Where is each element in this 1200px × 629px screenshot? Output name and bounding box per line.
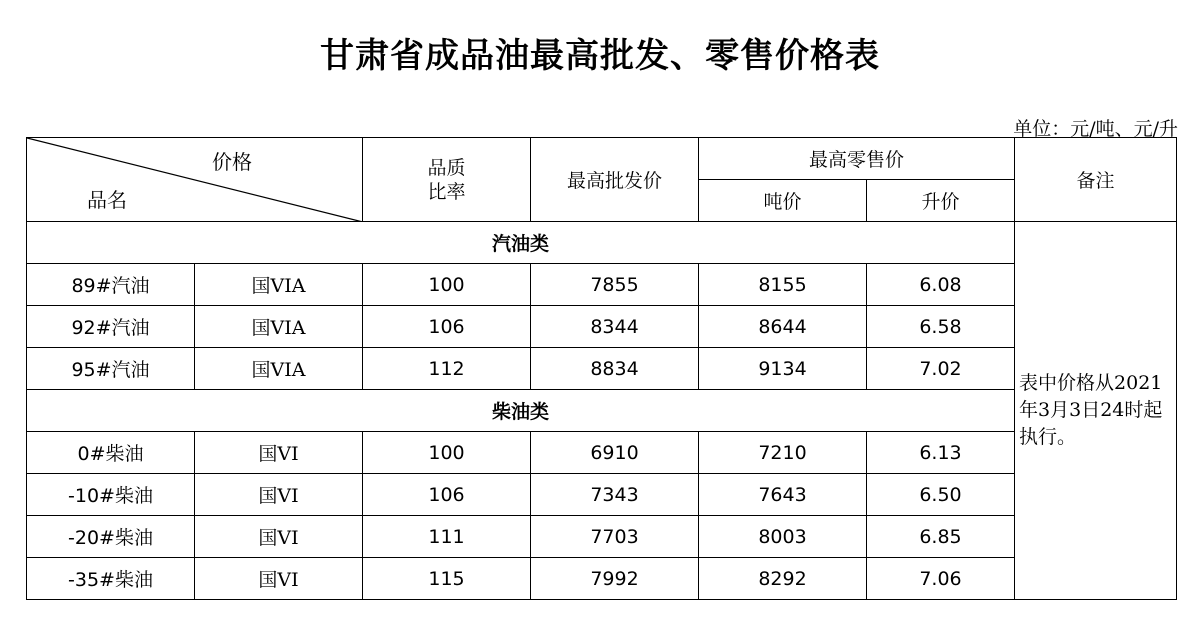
- wholesale-price: 6910: [531, 432, 699, 474]
- standard-grade: 国VI: [195, 558, 363, 600]
- unit-label: 单位：元/吨、元/升: [1013, 118, 1178, 140]
- header-remarks: 备注: [1015, 138, 1177, 222]
- header-price: 价格: [212, 150, 252, 174]
- quality-ratio: 100: [363, 432, 531, 474]
- table-row: [27, 474, 1177, 516]
- retail-ton-price: 7643: [699, 474, 867, 516]
- retail-liter-price: 7.02: [867, 348, 1015, 390]
- header-retail: 最高零售价: [699, 138, 1015, 180]
- diagonal-line: [27, 138, 363, 222]
- table-row: [27, 516, 1177, 558]
- standard-grade: 国VIA: [195, 264, 363, 306]
- product-name: -20#柴油: [27, 516, 195, 558]
- retail-liter-price: 6.13: [867, 432, 1015, 474]
- product-name: 89#汽油: [27, 264, 195, 306]
- standard-grade: 国VI: [195, 474, 363, 516]
- standard-grade: 国VI: [195, 432, 363, 474]
- product-name: 95#汽油: [27, 348, 195, 390]
- standard-grade: 国VIA: [195, 348, 363, 390]
- quality-ratio: 111: [363, 516, 531, 558]
- header-quality-ratio: 品质 比率: [363, 138, 531, 222]
- retail-liter-price: 6.58: [867, 306, 1015, 348]
- wholesale-price: 8834: [531, 348, 699, 390]
- table-row: [27, 558, 1177, 600]
- quality-ratio: 112: [363, 348, 531, 390]
- page-title: 甘肃省成品油最高批发、零售价格表: [320, 36, 880, 76]
- header-per-ton: 吨价: [699, 180, 867, 222]
- retail-ton-price: 7210: [699, 432, 867, 474]
- category-gasoline: 汽油类: [27, 222, 1015, 264]
- retail-liter-price: 7.06: [867, 558, 1015, 600]
- retail-liter-price: 6.50: [867, 474, 1015, 516]
- remarks-note: 表中价格从2021年3月3日24时起执行。: [1015, 222, 1177, 600]
- header-name: 品名: [87, 188, 127, 212]
- retail-liter-price: 6.85: [867, 516, 1015, 558]
- category-diesel: 柴油类: [27, 390, 1015, 432]
- retail-ton-price: 8644: [699, 306, 867, 348]
- wholesale-price: 8344: [531, 306, 699, 348]
- product-name: -35#柴油: [27, 558, 195, 600]
- wholesale-price: 7855: [531, 264, 699, 306]
- quality-ratio: 115: [363, 558, 531, 600]
- quality-ratio: 106: [363, 474, 531, 516]
- retail-ton-price: 8292: [699, 558, 867, 600]
- header-per-liter: 升价: [867, 180, 1015, 222]
- standard-grade: 国VIA: [195, 306, 363, 348]
- table-row: [27, 306, 1177, 348]
- table-row: [27, 264, 1177, 306]
- wholesale-price: 7992: [531, 558, 699, 600]
- product-name: 92#汽油: [27, 306, 195, 348]
- header-diagonal-cell: [27, 138, 363, 222]
- header-wholesale: 最高批发价: [531, 138, 699, 222]
- wholesale-price: 7703: [531, 516, 699, 558]
- product-name: 0#柴油: [27, 432, 195, 474]
- wholesale-price: 7343: [531, 474, 699, 516]
- product-name: -10#柴油: [27, 474, 195, 516]
- standard-grade: 国VI: [195, 516, 363, 558]
- quality-ratio: 100: [363, 264, 531, 306]
- table-row: [27, 348, 1177, 390]
- table-row: [27, 432, 1177, 474]
- retail-ton-price: 8003: [699, 516, 867, 558]
- retail-ton-price: 8155: [699, 264, 867, 306]
- price-table: [26, 137, 1177, 600]
- retail-ton-price: 9134: [699, 348, 867, 390]
- retail-liter-price: 6.08: [867, 264, 1015, 306]
- quality-ratio: 106: [363, 306, 531, 348]
